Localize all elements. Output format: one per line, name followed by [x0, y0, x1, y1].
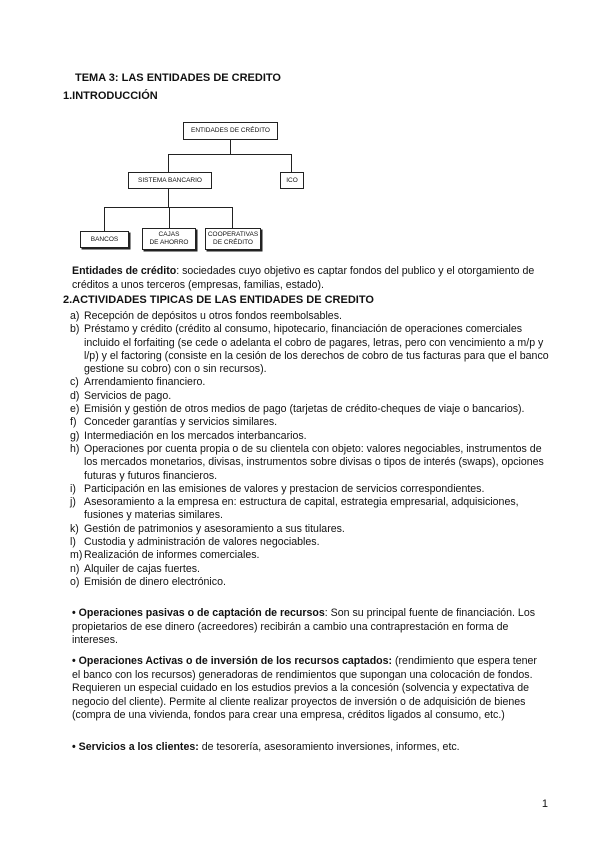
servicios-title: • Servicios a los clientes:	[72, 741, 199, 753]
org-label-cajas-1: CAJAS	[158, 231, 180, 238]
list-marker: e)	[70, 403, 80, 416]
list-text: Emisión y gestión de otros medios de pago (tarjetas de crédito-cheques de viaje o bancarios).	[84, 403, 525, 416]
org-label-coop-1: COOPERATIVAS	[207, 231, 259, 238]
org-connector	[291, 154, 292, 172]
org-connector	[104, 207, 105, 231]
list-text: Custodia y administración de valores negociables.	[84, 536, 320, 549]
list-marker: g)	[70, 429, 80, 442]
list-marker: m)	[70, 549, 83, 562]
list-text: Asesoramiento a la empresa en: estructura de capital, estrategia empresarial, adquisiciones, fusiones y materias similares.	[84, 496, 519, 522]
list-marker: n)	[70, 562, 80, 575]
list-item	[70, 376, 552, 389]
list-item	[70, 416, 552, 429]
org-box-sistema-bancario	[128, 172, 212, 189]
list-item	[70, 523, 552, 536]
list-text: Participación en las emisiones de valores y prestacion de servicios correspondientes.	[84, 482, 485, 495]
org-label-cajas-2: DE AHORRO	[149, 239, 189, 246]
list-text: Gestión de patrimonios y asesoramiento a sus titulares.	[84, 522, 345, 535]
list-marker: a)	[70, 310, 80, 322]
list-marker: l)	[70, 536, 76, 549]
list-item	[70, 430, 552, 443]
list-marker: c)	[70, 376, 79, 389]
org-box-ico	[280, 172, 304, 189]
list-marker: j)	[70, 496, 76, 509]
list-item	[70, 390, 552, 403]
org-box-bancos	[80, 231, 129, 248]
list-marker: o)	[70, 575, 80, 588]
list-item	[70, 576, 552, 589]
org-connector	[232, 207, 233, 228]
list-text: Emisión de dinero electrónico.	[84, 575, 226, 588]
list-text: Alquiler de cajas fuertes.	[84, 562, 201, 575]
servicios-paragraph	[72, 741, 548, 755]
org-label-bancos: BANCOS	[90, 235, 119, 243]
org-label-coop-2: DE CRÉDITO	[213, 239, 253, 246]
activities-list	[70, 310, 552, 589]
list-item	[70, 403, 552, 416]
definition-paragraph	[72, 264, 547, 292]
list-marker: f)	[70, 416, 77, 429]
org-connector	[168, 188, 169, 207]
org-box-entidades	[183, 122, 278, 140]
list-text: Recepción de depósitos u otros fondos reembolsables.	[84, 310, 342, 322]
operaciones-pasivas-title: • Operaciones pasivas o de captación de recursos	[72, 607, 325, 619]
org-box-cajas	[142, 228, 196, 250]
list-marker: i)	[70, 482, 76, 495]
org-connector	[230, 139, 231, 154]
operaciones-pasivas-text: : Son su principal fuente de financiación. Los propietarios de ese dinero (acreedores) recibirán a cambio una contraprestación en forma de intereses.	[72, 607, 536, 647]
org-connector	[168, 154, 292, 155]
operaciones-activas-text: (rendimiento que espera tener el banco con los recursos) generadoras de rendimientos que supongan una colocación de fondos. Requieren un especial cuidado en los estudios previos a la concesión (solvencia y expectativa de negocio del cliente). Permite al cliente realizar proyectos de inversión o de adquisición de bienes (compra de una vivienda, fondos para crear una empresa, créditos ligados al consumo, etc.)	[72, 655, 537, 722]
list-item	[70, 536, 552, 549]
operaciones-activas-title: • Operaciones Activas o de inversión de los recursos captados:	[72, 655, 393, 667]
page-number: 1	[541, 798, 548, 810]
list-text: Arrendamiento financiero.	[84, 376, 206, 389]
document-title: TEMA 3: LAS ENTIDADES DE CREDITO	[75, 72, 281, 84]
operaciones-activas-paragraph	[72, 655, 548, 723]
list-text: Préstamo y crédito (crédito al consumo, hipotecario, financiación de operaciones comerciales incluido el forfaiting (se cede o adelanta el cobro de pagares, letras, pero con vencimiento a m/p y l/p) y el factoring (consiste en la cesión de los derechos de cobro de tus facturas para que el banco gestione su cobro) con o sin recursos).	[84, 323, 549, 376]
org-label-sistema: SISTEMA BANCARIO	[138, 176, 202, 184]
list-item	[70, 310, 552, 323]
org-connector	[169, 207, 170, 228]
list-item	[70, 549, 552, 562]
list-text: Conceder garantías y servicios similares.	[84, 416, 278, 429]
definition-text: : sociedades cuyo objetivo es captar fondos del publico y el otorgamiento de créditos a unos terceros (empresas, familias, estado).	[72, 265, 535, 291]
list-text: Servicios de pago.	[84, 389, 172, 402]
list-marker: h)	[70, 442, 80, 455]
list-text: Operaciones por cuenta propia o de su clientela con objeto: valores negociables, instrumentos de los mercados monetarios, divisas, instrumentos sobre divisas o tipos de interés (swaps), opciones futuras y futuros financieros.	[84, 442, 544, 482]
section-heading-introduccion: 1.INTRODUCCIÓN	[63, 90, 158, 102]
org-box-cooperativas	[205, 228, 261, 250]
list-item	[70, 323, 552, 376]
list-item	[70, 483, 552, 496]
list-marker: k)	[70, 522, 79, 535]
list-text: Intermediación en los mercados interbancarios.	[84, 429, 307, 442]
list-marker: b)	[70, 323, 80, 336]
list-item	[70, 443, 552, 483]
list-text: Realización de informes comerciales.	[84, 549, 260, 562]
definition-term: Entidades de crédito	[72, 265, 177, 277]
operaciones-pasivas-paragraph	[72, 607, 548, 648]
servicios-text: de tesorería, asesoramiento inversiones, informes, etc.	[198, 741, 460, 753]
org-label-entidades: ENTIDADES DE CRÉDITO	[191, 127, 270, 134]
org-connector	[168, 154, 169, 172]
list-marker: d)	[70, 389, 80, 402]
section-heading-actividades: 2.ACTIVIDADES TIPICAS DE LAS ENTIDADES DE CREDITO	[63, 294, 374, 306]
list-item	[70, 563, 552, 576]
list-item	[70, 496, 552, 523]
org-label-ico: ICO	[286, 176, 298, 184]
